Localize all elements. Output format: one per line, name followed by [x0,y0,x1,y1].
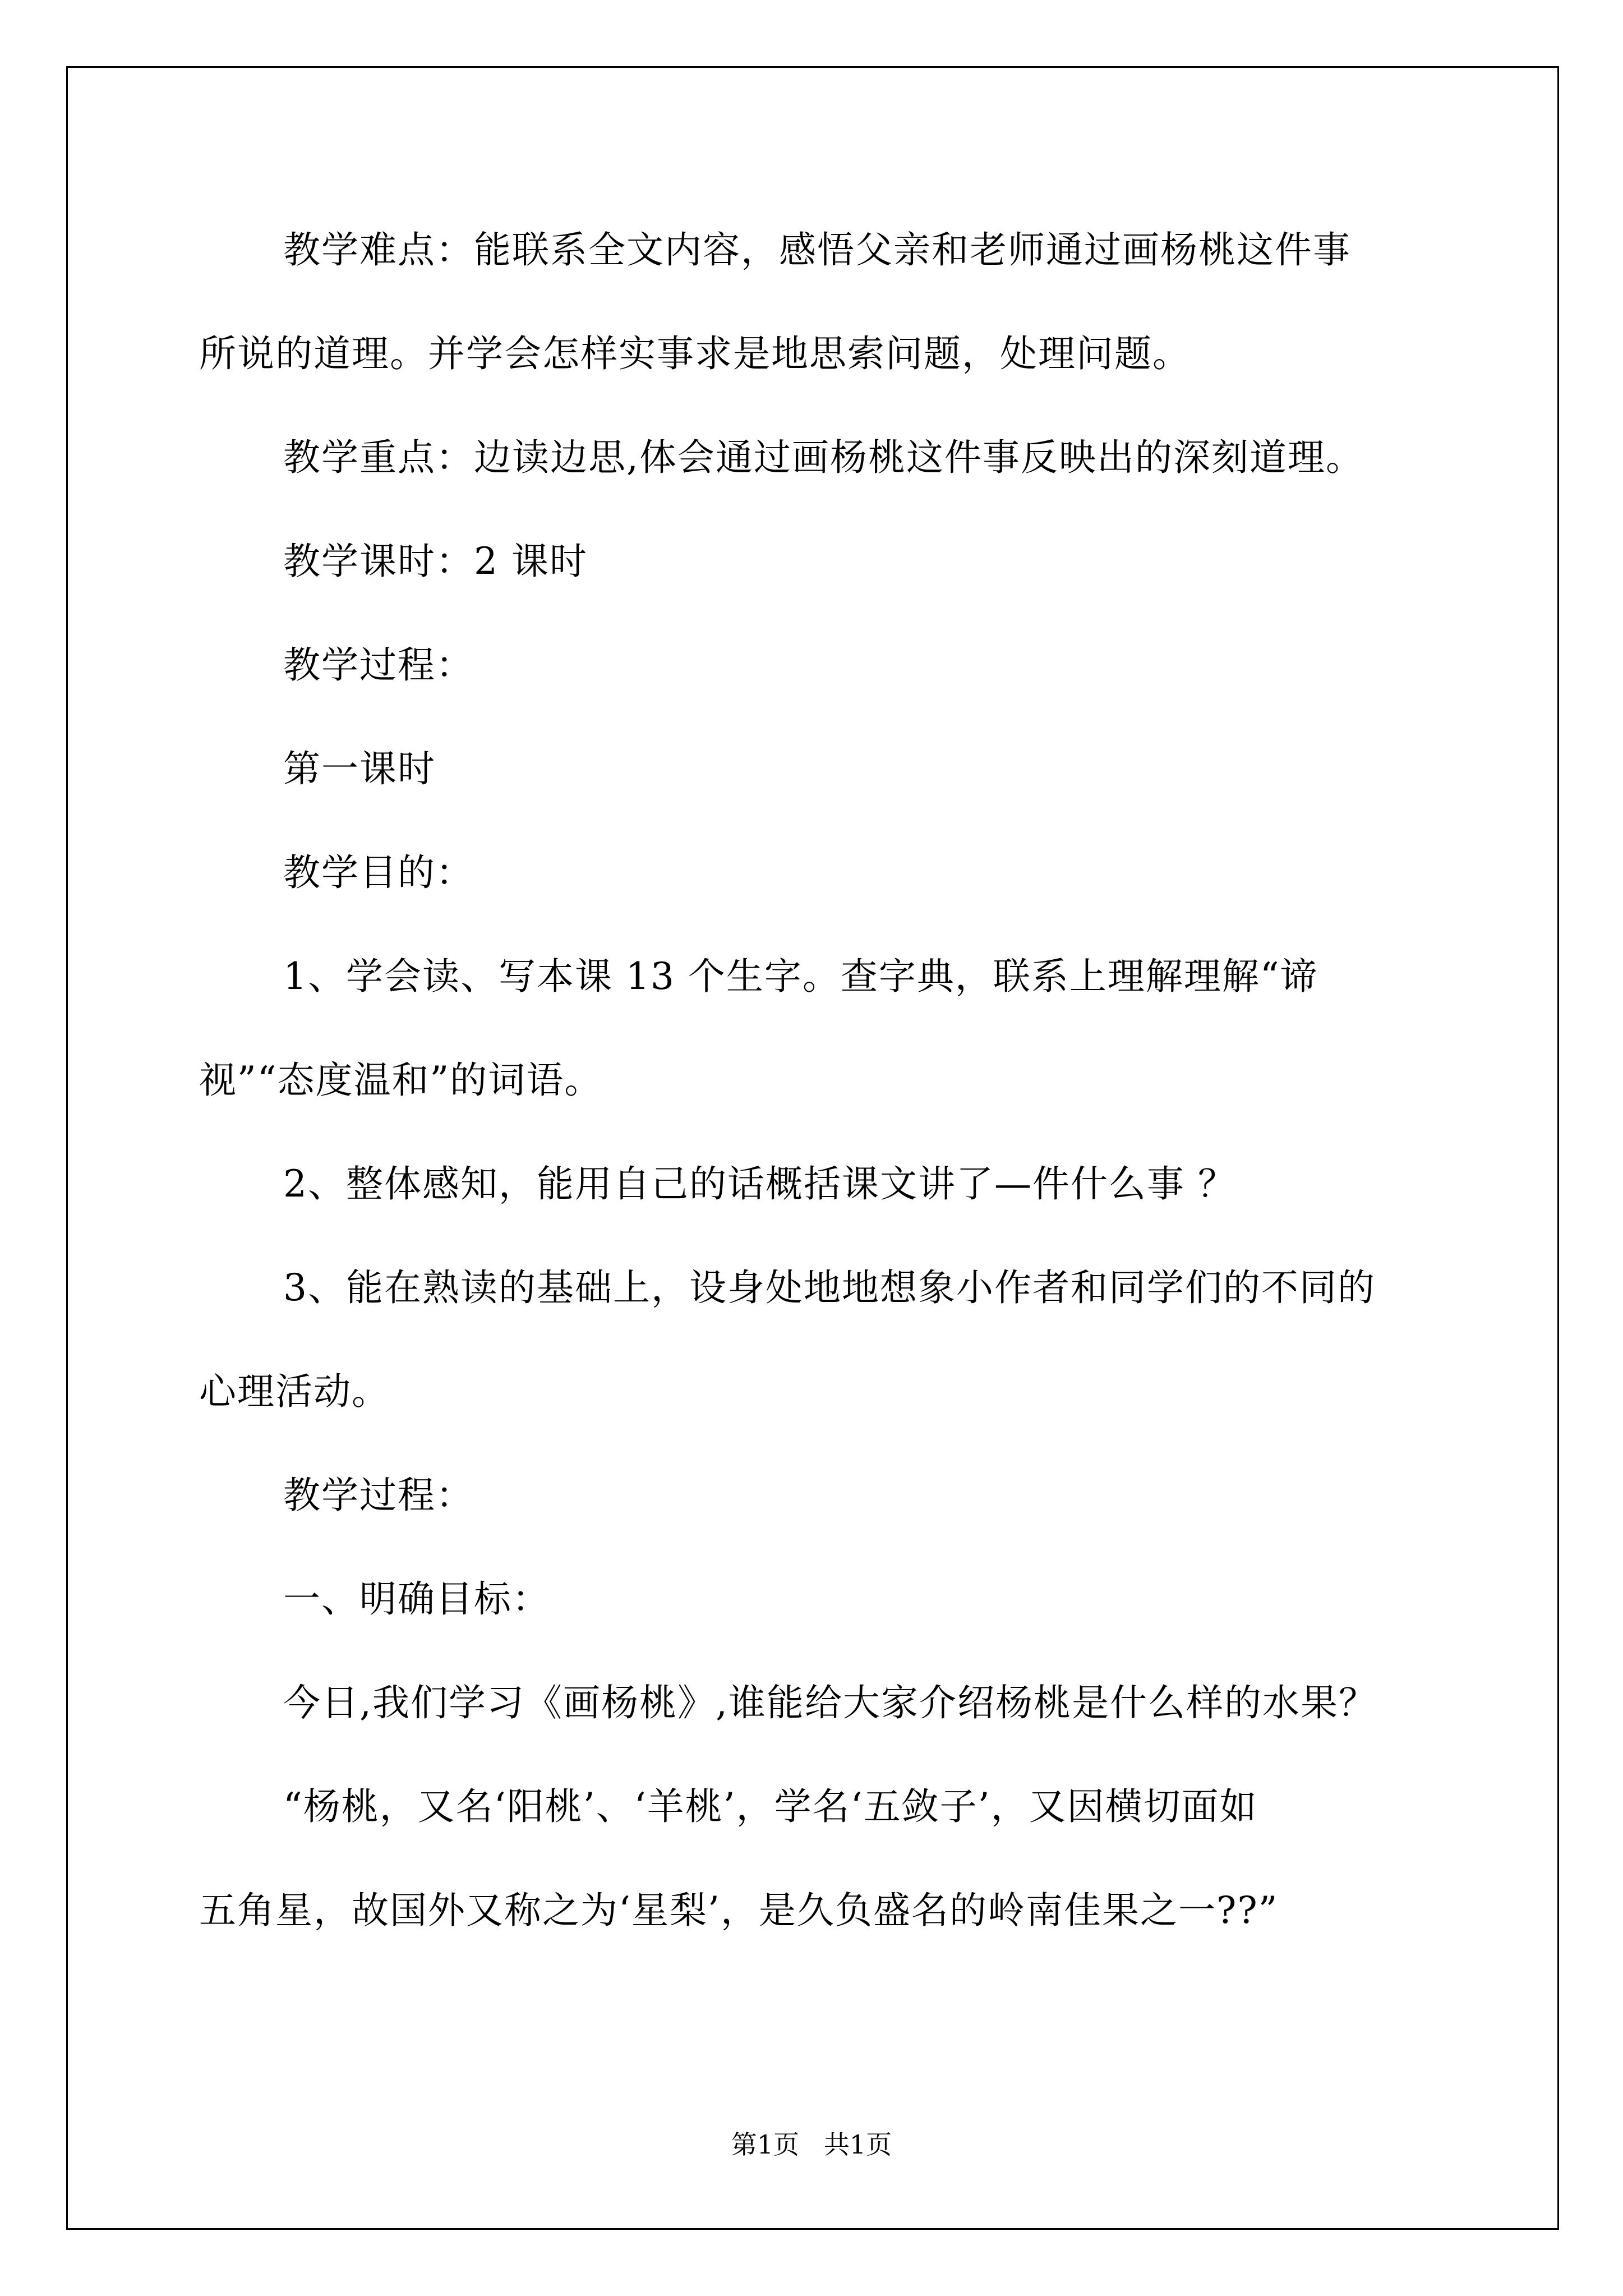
heading-teaching-goals: 教学目的： [283,851,474,894]
heading-first-lesson: 第一课时 [283,747,436,790]
paragraph-teaching-difficulty-cont: 所说的道理。并学会怎样实事求是地思索问题，处理问题。 [199,332,1191,375]
paragraph-class-hours: 教学课时：2 课时 [283,540,588,583]
heading-clear-objective: 一、明确目标： [283,1577,550,1621]
list-item-goal-2: 2、整体感知，能用自己的话概括课文讲了—件什么事 ？ [283,1162,1236,1205]
heading-teaching-process-2: 教学过程： [283,1474,474,1517]
list-item-goal-1: 1、学会读、写本课 13 个生字。查字典，联系上理解理解“谛 [283,955,1318,998]
paragraph-teaching-focus: 教学重点：边读边思,体会通过画杨桃这件事反映出的深刻道理。 [283,436,1364,479]
list-item-goal-3: 3、能在熟读的基础上，设身处地地想象小作者和同学们的不同的 [283,1266,1376,1309]
paragraph-teaching-difficulty: 教学难点：能联系全文内容，感悟父亲和老师通过画杨桃这件事 [283,228,1351,272]
paragraph-quote: “杨桃，又名‘阳桃’、‘羊桃’，学名‘五敛子’，又因横切面如 [283,1785,1258,1828]
paragraph-today: 今日,我们学习《画杨桃》,谁能给大家介绍杨桃是什么样的水果？ [283,1681,1377,1724]
heading-teaching-process: 教学过程： [283,643,474,687]
paragraph-quote-cont: 五角星，故国外又称之为‘星梨’，是久负盛名的岭南佳果之一??” [199,1889,1279,1932]
list-item-goal-3-cont: 心理活动。 [199,1370,390,1413]
page-footer: 第1页 共1页 [731,2129,892,2160]
list-item-goal-1-cont: 视”“态度温和”的词语。 [199,1059,603,1102]
